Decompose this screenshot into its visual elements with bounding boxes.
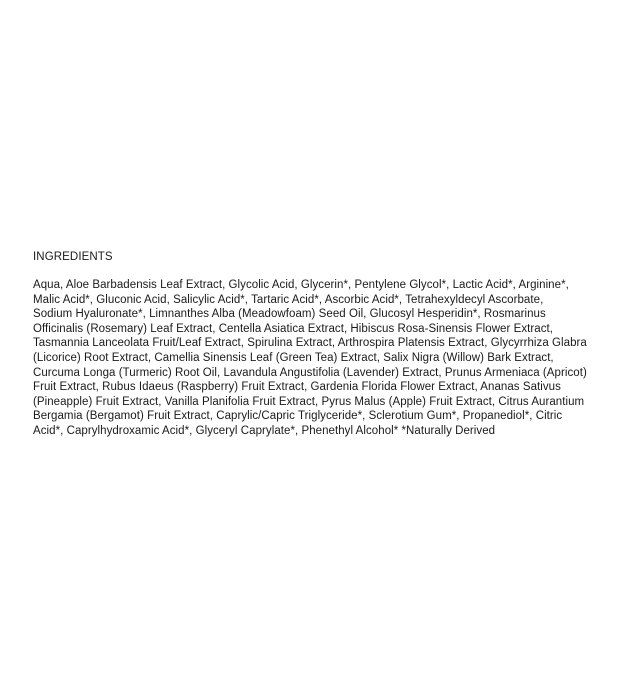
ingredients-line: Acid*, Caprylhydroxamic Acid*, Glyceryl Caprylate*, Phenethyl Alcohol* *Naturally Derived	[33, 424, 496, 437]
ingredients-line: Sodium Hyaluronate*, Limnanthes Alba (Meadowfoam) Seed Oil, Glucosyl Hesperidin*, Rosmarinus	[33, 308, 546, 321]
ingredients-list	[33, 278, 593, 439]
ingredients-line: Curcuma Longa (Turmeric) Root Oil, Lavandula Angustifolia (Lavender) Extract, Prunus Armeniaca (Apricot)	[33, 366, 587, 379]
ingredients-line: Officinalis (Rosemary) Leaf Extract, Centella Asiatica Extract, Hibiscus Rosa-Sinensis Flower Extract,	[33, 322, 554, 335]
ingredients-line: (Licorice) Root Extract, Camellia Sinensis Leaf (Green Tea) Extract, Salix Nigra (Willow) Bark Extract,	[33, 351, 554, 364]
ingredients-section	[33, 250, 593, 439]
ingredients-line: (Pineapple) Fruit Extract, Vanilla Planifolia Fruit Extract, Pyrus Malus (Apple) Fruit Extract, Citrus Aurantium	[33, 395, 585, 408]
ingredients-line: Fruit Extract, Rubus Idaeus (Raspberry) Fruit Extract, Gardenia Florida Flower Extract, Ananas Sativus	[33, 381, 561, 394]
ingredients-line: Bergamia (Bergamot) Fruit Extract, Caprylic/Capric Triglyceride*, Sclerotium Gum*, Propanediol*, Citric	[33, 410, 563, 423]
ingredients-line: Malic Acid*, Gluconic Acid, Salicylic Acid*, Tartaric Acid*, Ascorbic Acid*, Tetrahexyldecyl Ascorbate,	[33, 293, 544, 306]
ingredients-line: Aqua, Aloe Barbadensis Leaf Extract, Glycolic Acid, Glycerin*, Pentylene Glycol*, Lactic Acid*, Arginine*,	[33, 279, 569, 291]
ingredients-line: Tasmannia Lanceolata Fruit/Leaf Extract, Spirulina Extract, Arthrospira Platensis Extract, Glycyrrhiza Glabra	[33, 337, 587, 350]
ingredients-heading: INGREDIENTS	[33, 251, 113, 263]
